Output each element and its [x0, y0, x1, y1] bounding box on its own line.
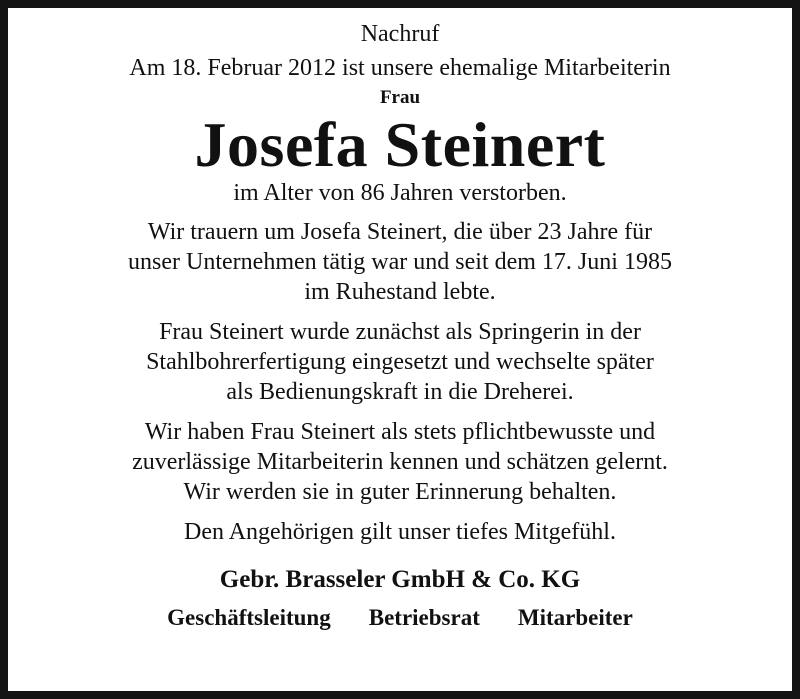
- paragraph-line: zuverlässige Mitarbeiterin kennen und schätzen gelernt.: [132, 449, 668, 475]
- paragraph-appreciation: [26, 417, 774, 507]
- deceased-name: Josefa Steinert: [194, 109, 606, 180]
- age-line: im Alter von 86 Jahren verstorben.: [233, 180, 567, 206]
- paragraph-condolence: [26, 517, 774, 547]
- paragraph-line: als Bedienungskraft in die Dreherei.: [226, 379, 574, 405]
- paragraph-line: im Ruhestand lebte.: [304, 279, 496, 305]
- paragraph-line: Wir trauern um Josefa Steinert, die über 23 Jahre für: [147, 219, 653, 245]
- intro-line: Am 18. Februar 2012 ist unsere ehemalige Mitarbeiterin: [129, 55, 671, 81]
- signatories: [26, 603, 774, 633]
- signatory-employees: Mitarbeiter: [517, 605, 633, 630]
- company-name: Gebr. Brasseler GmbH & Co. KG: [219, 566, 581, 593]
- signatory-management: Geschäftsleitung: [167, 605, 331, 630]
- obituary-title: Nachruf: [360, 21, 440, 47]
- paragraph-line: unser Unternehmen tätig war und seit dem 17. Juni 1985: [128, 249, 672, 275]
- paragraph-line: Den Angehörigen gilt unser tiefes Mitgefühl.: [184, 519, 616, 545]
- paragraph-line: Frau Steinert wurde zunächst als Springerin in der: [159, 319, 641, 345]
- honorific: Frau: [379, 87, 421, 108]
- signatory-works-council: Betriebsrat: [368, 605, 480, 630]
- paragraph-line: Wir haben Frau Steinert als stets pflichtbewusste und: [144, 419, 656, 445]
- paragraph-line: Stahlbohrerfertigung eingesetzt und wechselte später: [146, 349, 654, 375]
- paragraph-line: Wir werden sie in guter Erinnerung behalten.: [183, 479, 617, 505]
- paragraph-tribute: [26, 217, 774, 307]
- paragraph-career: [26, 317, 774, 407]
